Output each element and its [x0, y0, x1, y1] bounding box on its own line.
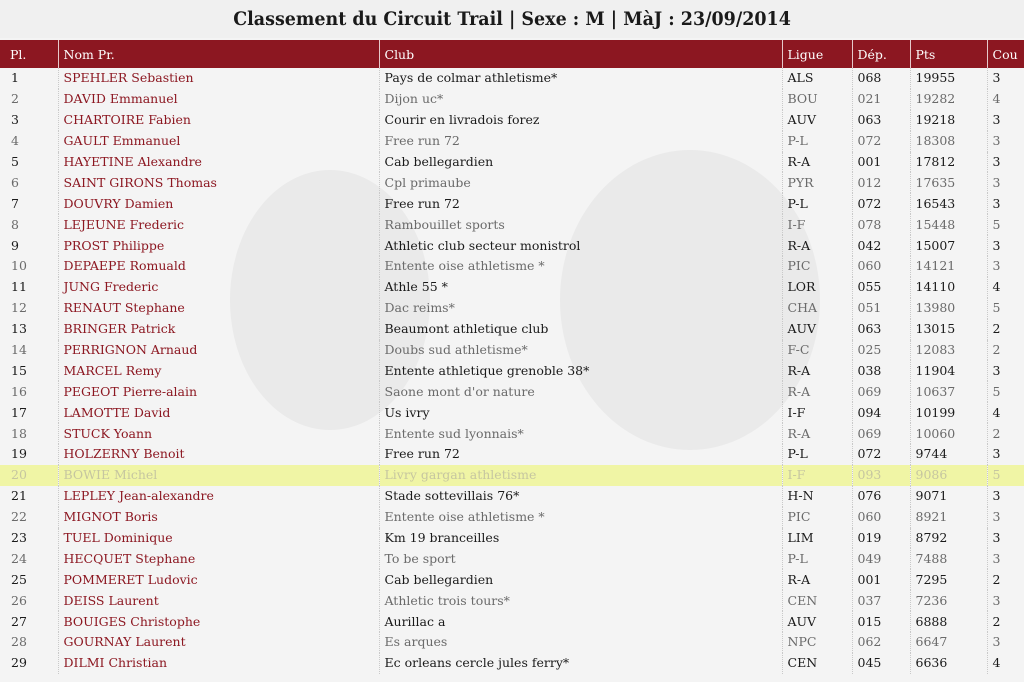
row-name[interactable]: DILMI Christian: [58, 653, 379, 674]
column-header-points[interactable]: Pts: [910, 40, 987, 68]
row-courses: 3: [987, 548, 1024, 569]
table-row[interactable]: [0, 569, 1024, 590]
row-courses: 2: [987, 569, 1024, 590]
row-place: 25: [11, 571, 27, 587]
row-club: Cpl primaube: [379, 172, 782, 193]
row-place: 3: [11, 112, 19, 128]
row-place: 26: [11, 592, 27, 608]
row-courses: 3: [987, 256, 1024, 277]
row-points: 14110: [910, 277, 987, 298]
row-place: 19: [11, 446, 27, 462]
row-club: Pays de colmar athletisme*: [379, 68, 782, 89]
row-place: 12: [11, 300, 27, 316]
row-courses: 2: [987, 423, 1024, 444]
row-departement: 012: [852, 172, 910, 193]
row-ligue: P-L: [782, 444, 852, 465]
table-row[interactable]: [0, 340, 1024, 361]
row-name[interactable]: LEPLEY Jean-alexandre: [58, 486, 379, 507]
row-courses: 5: [987, 381, 1024, 402]
title-bar: [0, 0, 1024, 38]
table-row[interactable]: [0, 298, 1024, 319]
table-row[interactable]: [0, 590, 1024, 611]
table-row[interactable]: [0, 319, 1024, 340]
row-courses: 5: [987, 298, 1024, 319]
row-courses: 4: [987, 89, 1024, 110]
row-ligue: ALS: [782, 68, 852, 89]
ranking-table-body: [0, 68, 1024, 674]
row-departement: 060: [852, 256, 910, 277]
row-place: 22: [11, 509, 27, 525]
row-courses: 5: [987, 465, 1024, 486]
row-place: 28: [11, 634, 27, 650]
row-ligue: P-L: [782, 548, 852, 569]
row-ligue: P-L: [782, 193, 852, 214]
row-club: Doubs sud athletisme*: [379, 340, 782, 361]
row-place: 4: [11, 133, 19, 149]
row-points: 13015: [910, 319, 987, 340]
row-departement: 062: [852, 632, 910, 653]
table-row[interactable]: [0, 110, 1024, 131]
row-departement: 049: [852, 548, 910, 569]
row-courses: 3: [987, 632, 1024, 653]
table-row[interactable]: [0, 89, 1024, 110]
row-club: Aurillac a: [379, 611, 782, 632]
row-club: To be sport: [379, 548, 782, 569]
row-courses: 3: [987, 131, 1024, 152]
row-departement: 068: [852, 68, 910, 89]
table-row[interactable]: [0, 465, 1024, 486]
row-name[interactable]: HECQUET Stephane: [58, 548, 379, 569]
table-row[interactable]: [0, 256, 1024, 277]
row-club: Cab bellegardien: [379, 569, 782, 590]
row-departement: 042: [852, 235, 910, 256]
ranking-table: [0, 40, 1024, 674]
row-ligue: R-A: [782, 360, 852, 381]
row-name[interactable]: BRINGER Patrick: [58, 319, 379, 340]
row-place: 15: [11, 362, 27, 378]
row-name[interactable]: BOUIGES Christophe: [58, 611, 379, 632]
row-club: Cab bellegardien: [379, 152, 782, 173]
row-departement: 072: [852, 444, 910, 465]
row-departement: 021: [852, 89, 910, 110]
row-departement: 001: [852, 152, 910, 173]
row-place: 18: [11, 425, 27, 441]
row-club: Rambouillet sports: [379, 214, 782, 235]
row-points: 15007: [910, 235, 987, 256]
row-departement: 069: [852, 423, 910, 444]
row-ligue: PIC: [782, 507, 852, 528]
row-points: 9071: [910, 486, 987, 507]
row-points: 10637: [910, 381, 987, 402]
row-points: 14121: [910, 256, 987, 277]
row-points: 7295: [910, 569, 987, 590]
row-place: 8: [11, 216, 19, 232]
table-row[interactable]: [0, 360, 1024, 381]
row-points: 9744: [910, 444, 987, 465]
table-header-row: [0, 40, 1024, 68]
row-ligue: R-A: [782, 235, 852, 256]
row-name[interactable]: CHARTOIRE Fabien: [58, 110, 379, 131]
row-place: 6: [11, 174, 19, 190]
row-place: 5: [11, 154, 19, 169]
row-place: 17: [11, 404, 27, 420]
row-courses: 5: [987, 214, 1024, 235]
row-courses: 3: [987, 235, 1024, 256]
table-row[interactable]: [0, 423, 1024, 444]
row-name[interactable]: DEISS Laurent: [58, 590, 379, 611]
row-place: 24: [11, 550, 27, 566]
row-points: 8921: [910, 507, 987, 528]
row-departement: 076: [852, 486, 910, 507]
row-club: Athletic club secteur monistrol: [379, 235, 782, 256]
row-place: 11: [11, 279, 27, 295]
row-points: 7236: [910, 590, 987, 611]
row-courses: 3: [987, 444, 1024, 465]
row-place: 29: [11, 655, 27, 671]
row-name[interactable]: MIGNOT Boris: [58, 507, 379, 528]
table-row[interactable]: [0, 611, 1024, 632]
row-departement: 051: [852, 298, 910, 319]
row-courses: 4: [987, 277, 1024, 298]
row-club: Beaumont athletique club: [379, 319, 782, 340]
row-courses: 3: [987, 152, 1024, 173]
row-name[interactable]: STUCK Yoann: [58, 423, 379, 444]
row-name[interactable]: GOURNAY Laurent: [58, 632, 379, 653]
table-row[interactable]: [0, 402, 1024, 423]
row-points: 12083: [910, 340, 987, 361]
row-ligue: P-L: [782, 131, 852, 152]
row-ligue: R-A: [782, 423, 852, 444]
row-ligue: CEN: [782, 590, 852, 611]
row-club: Entente oise athletisme *: [379, 256, 782, 277]
row-departement: 069: [852, 381, 910, 402]
row-place: 13: [11, 321, 27, 337]
table-row[interactable]: [0, 528, 1024, 549]
row-ligue: R-A: [782, 569, 852, 590]
row-name[interactable]: RENAUT Stephane: [58, 298, 379, 319]
row-place: 23: [11, 530, 27, 546]
table-row[interactable]: [0, 632, 1024, 653]
row-ligue: AUV: [782, 110, 852, 131]
row-departement: 063: [852, 110, 910, 131]
row-points: 17635: [910, 172, 987, 193]
row-points: 8792: [910, 528, 987, 549]
row-place: 14: [11, 342, 27, 358]
row-club: Stade sottevillais 76*: [379, 486, 782, 507]
row-name[interactable]: TUEL Dominique: [58, 528, 379, 549]
row-departement: 060: [852, 507, 910, 528]
row-ligue: R-A: [782, 381, 852, 402]
row-ligue: F-C: [782, 340, 852, 361]
row-ligue: I-F: [782, 402, 852, 423]
row-points: 19282: [910, 89, 987, 110]
table-row[interactable]: [0, 507, 1024, 528]
row-courses: 2: [987, 319, 1024, 340]
row-departement: 055: [852, 277, 910, 298]
row-ligue: PYR: [782, 172, 852, 193]
row-club: Athle 55 *: [379, 277, 782, 298]
row-courses: 3: [987, 172, 1024, 193]
row-club: Entente sud lyonnais*: [379, 423, 782, 444]
row-points: 6647: [910, 632, 987, 653]
row-club: Courir en livradois forez: [379, 110, 782, 131]
row-points: 10199: [910, 402, 987, 423]
row-name[interactable]: HOLZERNY Benoit: [58, 444, 379, 465]
row-place: 21: [11, 488, 27, 504]
table-row[interactable]: [0, 193, 1024, 214]
row-courses: 4: [987, 402, 1024, 423]
column-header-club[interactable]: Club: [379, 40, 782, 68]
row-club: Ec orleans cercle jules ferry*: [379, 653, 782, 674]
row-club: Km 19 branceilles: [379, 528, 782, 549]
row-name[interactable]: DAVID Emmanuel: [58, 89, 379, 110]
row-departement: 063: [852, 319, 910, 340]
table-row[interactable]: [0, 444, 1024, 465]
row-points: 17812: [910, 152, 987, 173]
row-points: 19218: [910, 110, 987, 131]
row-place: 16: [11, 383, 27, 399]
row-name[interactable]: HAYETINE Alexandre: [58, 152, 379, 173]
row-points: 13980: [910, 298, 987, 319]
table-row[interactable]: [0, 653, 1024, 674]
row-name[interactable]: LAMOTTE David: [58, 402, 379, 423]
row-ligue: R-A: [782, 152, 852, 173]
row-ligue: I-F: [782, 465, 852, 486]
row-club: Free run 72: [379, 193, 782, 214]
row-departement: 038: [852, 360, 910, 381]
row-ligue: I-F: [782, 214, 852, 235]
row-courses: 2: [987, 340, 1024, 361]
column-header-courses[interactable]: Cou: [987, 40, 1024, 68]
row-place: 10: [11, 258, 27, 274]
row-place: 7: [11, 195, 19, 211]
table-row[interactable]: [0, 68, 1024, 89]
row-place: 9: [11, 237, 19, 253]
row-departement: 078: [852, 214, 910, 235]
row-club: Saone mont d'or nature: [379, 381, 782, 402]
row-courses: 3: [987, 528, 1024, 549]
column-header-name[interactable]: Nom Pr.: [58, 40, 379, 68]
row-name[interactable]: BOWIE Michel: [58, 465, 379, 486]
row-courses: 2: [987, 611, 1024, 632]
table-row[interactable]: [0, 486, 1024, 507]
row-ligue: AUV: [782, 319, 852, 340]
row-name[interactable]: DEPAEPE Romuald: [58, 256, 379, 277]
row-courses: 3: [987, 360, 1024, 381]
row-departement: 072: [852, 131, 910, 152]
row-ligue: LOR: [782, 277, 852, 298]
table-row[interactable]: [0, 277, 1024, 298]
row-points: 11904: [910, 360, 987, 381]
row-name[interactable]: POMMERET Ludovic: [58, 569, 379, 590]
row-name[interactable]: SAINT GIRONS Thomas: [58, 172, 379, 193]
row-courses: 3: [987, 193, 1024, 214]
row-courses: 3: [987, 507, 1024, 528]
row-ligue: NPC: [782, 632, 852, 653]
column-header-ligue[interactable]: Ligue: [782, 40, 852, 68]
row-departement: 015: [852, 611, 910, 632]
row-points: 18308: [910, 131, 987, 152]
row-place: 2: [11, 91, 19, 107]
row-departement: 045: [852, 653, 910, 674]
row-name[interactable]: DOUVRY Damien: [58, 193, 379, 214]
row-departement: 001: [852, 569, 910, 590]
row-points: 6888: [910, 611, 987, 632]
row-points: 19955: [910, 68, 987, 89]
column-header-departement[interactable]: Dép.: [852, 40, 910, 68]
row-ligue: H-N: [782, 486, 852, 507]
table-row[interactable]: [0, 214, 1024, 235]
row-name[interactable]: PEGEOT Pierre-alain: [58, 381, 379, 402]
row-name[interactable]: MARCEL Remy: [58, 360, 379, 381]
row-ligue: BOU: [782, 89, 852, 110]
table-row[interactable]: [0, 152, 1024, 173]
row-name[interactable]: GAULT Emmanuel: [58, 131, 379, 152]
row-club: Es arques: [379, 632, 782, 653]
row-ligue: AUV: [782, 611, 852, 632]
row-club: Dijon uc*: [379, 89, 782, 110]
row-name[interactable]: JUNG Frederic: [58, 277, 379, 298]
row-courses: 3: [987, 590, 1024, 611]
row-club: Free run 72: [379, 444, 782, 465]
table-row[interactable]: [0, 235, 1024, 256]
row-club: Free run 72: [379, 131, 782, 152]
row-place: 1: [11, 70, 19, 86]
row-club: Us ivry: [379, 402, 782, 423]
table-row[interactable]: [0, 381, 1024, 402]
row-points: 16543: [910, 193, 987, 214]
row-departement: 093: [852, 465, 910, 486]
row-club: Athletic trois tours*: [379, 590, 782, 611]
row-club: Entente oise athletisme *: [379, 507, 782, 528]
row-place: 27: [11, 613, 27, 629]
row-club: Livry gargan athletisme: [379, 465, 782, 486]
row-name[interactable]: LEJEUNE Frederic: [58, 214, 379, 235]
row-place: 20: [11, 467, 27, 483]
row-name[interactable]: PROST Philippe: [58, 235, 379, 256]
row-departement: 019: [852, 528, 910, 549]
row-ligue: CEN: [782, 653, 852, 674]
row-club: Entente athletique grenoble 38*: [379, 360, 782, 381]
row-departement: 037: [852, 590, 910, 611]
row-ligue: PIC: [782, 256, 852, 277]
table-row[interactable]: [0, 172, 1024, 193]
row-club: Dac reims*: [379, 298, 782, 319]
row-ligue: LIM: [782, 528, 852, 549]
row-points: 10060: [910, 423, 987, 444]
table-row[interactable]: [0, 548, 1024, 569]
row-courses: 4: [987, 653, 1024, 674]
row-departement: 025: [852, 340, 910, 361]
row-departement: 094: [852, 402, 910, 423]
row-points: 6636: [910, 653, 987, 674]
row-departement: 072: [852, 193, 910, 214]
row-courses: 3: [987, 110, 1024, 131]
column-header-place[interactable]: Pl.: [10, 46, 27, 62]
row-points: 7488: [910, 548, 987, 569]
table-row[interactable]: [0, 131, 1024, 152]
row-name[interactable]: SPEHLER Sebastien: [58, 68, 379, 89]
page-title: Classement du Circuit Trail | Sexe : M | MàJ : 23/09/2014: [233, 8, 791, 30]
row-courses: 3: [987, 486, 1024, 507]
row-points: 9086: [910, 465, 987, 486]
row-name[interactable]: PERRIGNON Arnaud: [58, 340, 379, 361]
row-courses: 3: [987, 68, 1024, 89]
row-points: 15448: [910, 214, 987, 235]
row-ligue: CHA: [782, 298, 852, 319]
